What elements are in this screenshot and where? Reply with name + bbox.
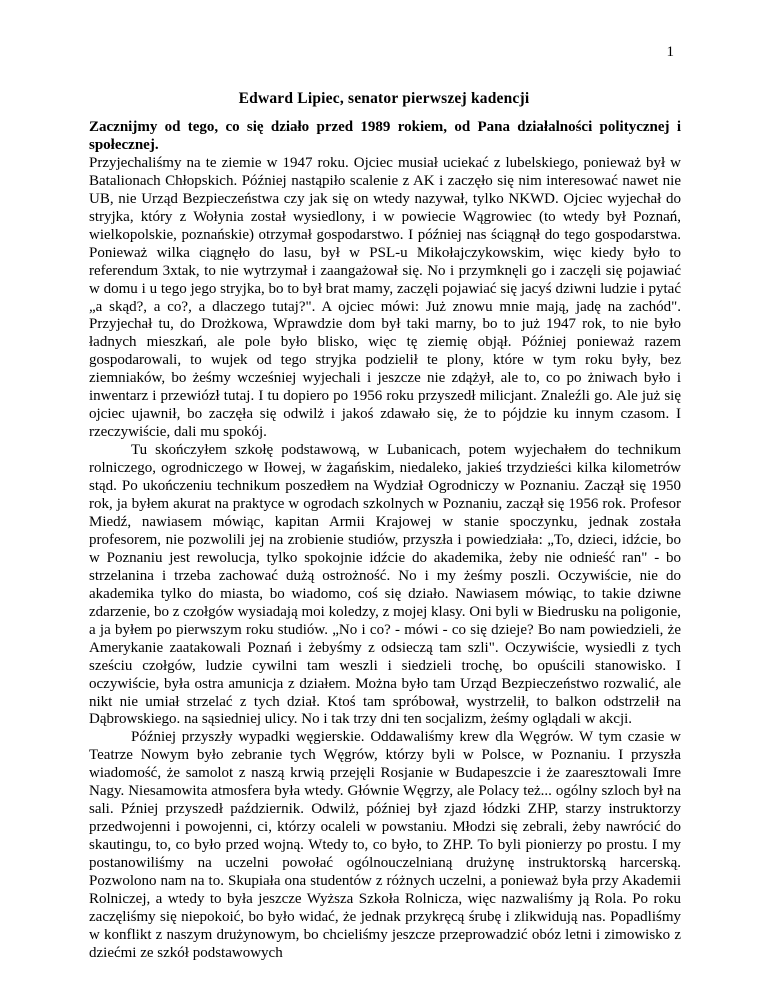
paragraph: Tu skończyłem szkołę podstawową, w Lubanicach, potem wyjechałem do technikum rolniczego, ogrodniczego w Iłowej, w żagańskim, niedaleko, jakieś trzydzieści kilka kilometrów stąd. Po ukończeniu technikum poszedłem na Wydział Ogrodniczy w Poznaniu. Zaczął się 1950 rok, ja byłem akurat na praktyce w ogrodach szkolnych w Poznaniu, zaczął się 1956 rok. Profesor Miedź, nawiasem mówiąc, kapitan Armii Krajowej w stanie spoczynku, jednak została profesorem, nie pozwolili jej na zrobienie studiów, przyszła i powiedziała: „To, dzieci, idźcie, bo w Poznaniu jest rewolucja, tylko spokojnie idźcie do akademika, żeby nie odnieść ran" - bo strzelanina i trzeba zachować dużą ostrożność. No i my żeśmy poszli. Oczywiście, nie do akademika tylko do miasta, bo wiadomo, coś się działo. Nawiasem mówiąc, to takie dziwne zdarzenie, bo z czołgów wysiadają moi koledzy, z mojej klasy. Oni byli w Biedrusku na poligonie, a ja byłem po pierwszym roku studiów. „No i co? - mówi - co się dzieje? Bo nam powiedzieli, że Amerykanie zaatakowali Poznań i żebyśmy z odsieczą tam szli". Oczywiście, wysiedli z tych sześciu czołgów, ludzie cywilni tam weszli i siedzieli trochę, bo opuścili stanowisko. I oczywiście, była ostra amunicja z działem. Można było tam Urząd Bezpieczeństwo rozwalić, ale nikt nie umiał strzelać z tych dział. Ktoś tam spróbował, wystrzelił, to balkon odstrzelił na Dąbrowskiego. na sąsiedniej ulicy. No i tak trzy dni ten socjalizm, żeśmy oglądali w akcji.	[89, 442, 681, 728]
page-number: 1	[666, 44, 674, 60]
paragraph: Przyjechaliśmy na te ziemie w 1947 roku. Ojciec musiał uciekać z lubelskiego, ponieważ był w Batalionach Chłopskich. Później nastąpiło scalenie z AK i zaczęło się nim interesować nawet nie UB, nie Urząd Bezpieczeństwa czy jak się on wtedy nazywał, tylko NKWD. Ojciec wyjechał do stryjka, który z Wołynia został wysiedlony, i w powiecie Wągrowiec (to wtedy był Poznań, wielkopolskie, poznańskie) otrzymał gospodarstwo. I później nas ściągnął do tego gospodarstwa. Ponieważ wilka ciągnęło do lasu, był w PSL-u Mikołajczykowskim, więc kiedy było to referendum 3xtak, to nie wytrzymał i zaangażował się. No i przymknęli go i zaczęli się pojawiać w domu i u tego jego stryjka, bo to był brat mamy, zaczęli pojawiać się jacyś dziwni ludzie i pytać „a skąd?, a co?, a dlaczego tutaj?". A ojciec mówi: Już znowu mnie mają, jadę na zachód". Przyjechał tu, do Drożkowa, Wprawdzie dom był taki marny, bo to już 1947 rok, to nie było ładnych mieszkań, ale pole było blisko, więc tę ziemię objął. Później ponieważ razem gospodarowali, to wujek od tego stryjka podzielił te plony, które w tym roku były, bez ziemniaków, bo żeśmy wcześniej wyjechali i jeszcze nie zdążył, ale to, co po żniwach było i inwentarz i przewiózł tutaj. I tu dopiero po 1956 roku przyszedł milicjant. Znaleźli go. Ale już się ojciec ujawnił, bo zaczęła się odwilż i jakoś zdawało się, że to pójdzie ku innym czasom. I rzeczywiście, dali mu spokój.	[89, 154, 681, 441]
document-body	[89, 119, 681, 963]
document-title: Edward Lipiec, senator pierwszej kadencji	[238, 90, 530, 107]
interview-question: Zacznijmy od tego, co się działo przed 1989 rokiem, od Pana działalności politycznej i społecznej.	[89, 119, 681, 153]
paragraph: Później przyszły wypadki węgierskie. Oddawaliśmy krew dla Węgrów. W tym czasie w Teatrze Nowym było zebranie tych Węgrów, którzy byli w Polsce, w Poznaniu. I przyszła wiadomość, że samolot z naszą krwią przejęli Rosjanie w Budapeszcie i że zaaresztowali Imre Nagy. Niesamowita atmosfera była wtedy. Głównie Węgrzy, ale Polacy też... ogólny szloch był na sali. Pźniej przyszedł październik. Odwilż, później był zjazd łódzki ZHP, starzy instruktorzy przedwojenni i powojenni, ci, którzy ocaleli w powstaniu. Młodzi się zebrali, żeby nawrócić do skautingu, to, co było przed wojną. Wtedy to, co było, to ZHP. To byli pionierzy po prostu. I my postanowiliśmy na uczelni powołać ogólnouczelnianą drużynę instruktorską harcerską. Pozwolono nam na to. Skupiała ona studentów z różnych uczelni, a ponieważ była przy Akademii Rolniczej, a wtedy to była jeszcze Wyższa Szkoła Rolnicza, więc nazwaliśmy ją Rola. Po roku zaczęliśmy się niepokoić, bo było widać, że jednak przykręcą śrubę i zlikwidują nas. Popadliśmy w konflikt z naszym drużynowym, bo chcieliśmy jeszcze przeprowadzić obóz letni i zimowisko z dziećmi ze szkół podstawowych	[89, 729, 681, 961]
